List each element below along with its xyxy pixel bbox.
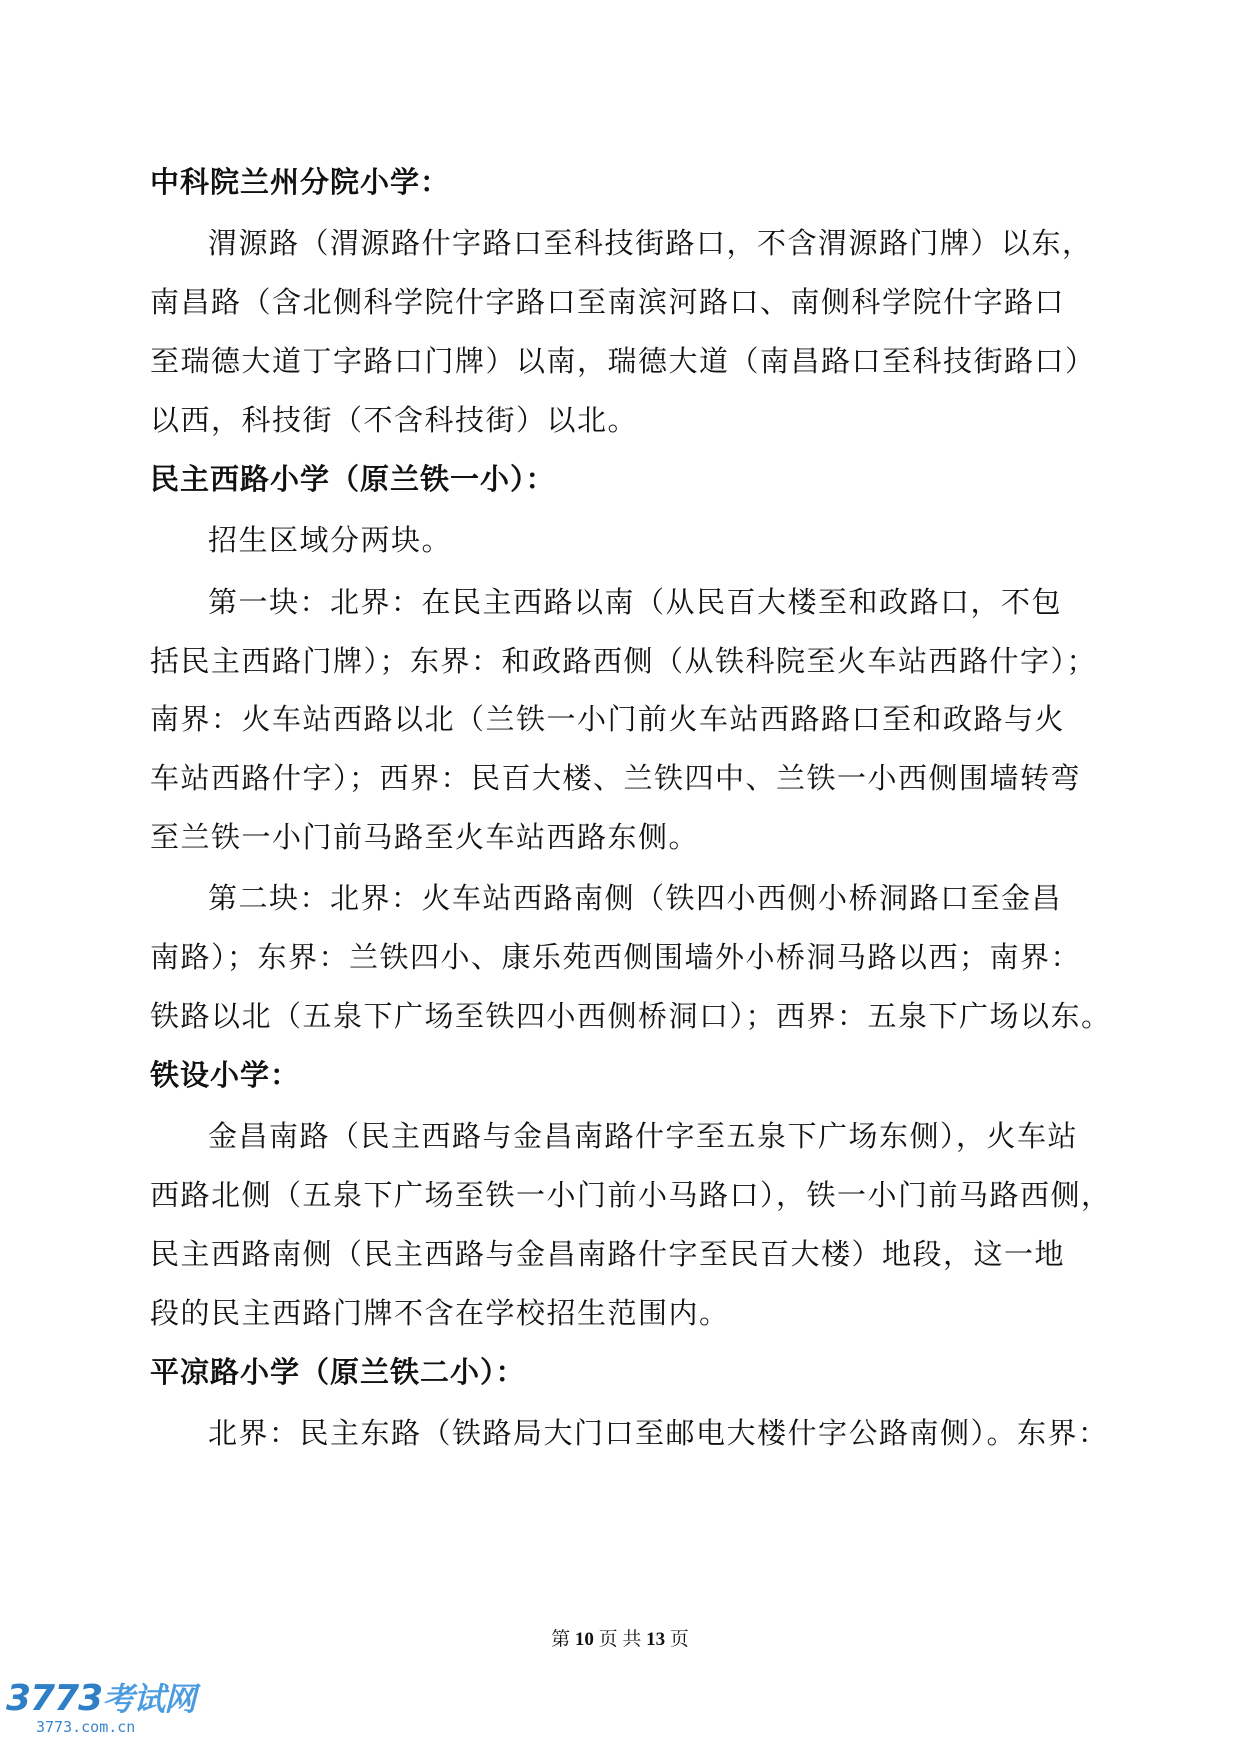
page-number-current: 10	[574, 1629, 594, 1650]
paragraph-line: 车站西路什字）；西界：民百大楼、兰铁四中、兰铁一小西侧围墙转弯	[150, 761, 1082, 795]
paragraph-line: 民主西路南侧（民主西路与金昌南路什字至民百大楼）地段，这一地	[150, 1237, 1066, 1271]
watermark-digits: 3773	[6, 1678, 103, 1719]
watermark-main	[6, 1678, 196, 1719]
page-number-suffix: 页	[669, 1629, 689, 1650]
paragraph-line: 以西，科技街（不含科技街）以北。	[150, 403, 639, 437]
paragraph-line: 南昌路（含北侧科学院什字路口至南滨河路口、南侧科学院什字路口	[150, 285, 1066, 319]
paragraph-line: 段的民主西路门牌不含在学校招生范围内。	[150, 1296, 730, 1330]
section-heading: 民主西路小学（原兰铁一小）：	[150, 462, 556, 496]
paragraph-line: 第二块：北界：火车站西路南侧（铁四小西侧小桥洞路口至金昌	[208, 881, 1063, 915]
page-number-middle: 页 共	[598, 1629, 642, 1650]
paragraph-line: 第一块：北界：在民主西路以南（从民百大楼至和政路口，不包	[208, 585, 1063, 619]
paragraph-line: 至兰铁一小门前马路至火车站西路东侧。	[150, 820, 700, 854]
page-number-prefix: 第	[551, 1629, 571, 1650]
paragraph-line: 金昌南路（民主西路与金昌南路什字至五泉下广场东侧），火车站	[208, 1119, 1079, 1153]
paragraph-line: 招生区域分两块。	[208, 523, 453, 557]
watermark-cn: 考试网	[102, 1680, 196, 1718]
section-heading: 铁设小学：	[150, 1058, 301, 1092]
paragraph-line: 括民主西路门牌）；东界：和政路西侧（从铁科院至火车站西路什字）；	[150, 644, 1098, 678]
page-number-total: 13	[646, 1629, 666, 1650]
section-heading: 中科院兰州分院小学：	[150, 165, 451, 199]
site-watermark-logo	[6, 1678, 196, 1742]
paragraph-line: 南界：火车站西路以北（兰铁一小门前火车站西路路口至和政路与火	[150, 702, 1066, 736]
paragraph-line: 渭源路（渭源路什字路口至科技街路口，不含渭源路门牌）以东，	[208, 226, 1093, 260]
paragraph-line: 北界：民主东路（铁路局大门口至邮电大楼什字公路南侧）。东界：	[208, 1416, 1109, 1450]
paragraph-line: 西路北侧（五泉下广场至铁一小门前小马路口），铁一小门前马路西侧，	[150, 1178, 1112, 1212]
watermark-url: 3773.com.cn	[36, 1718, 136, 1736]
paragraph-line: 至瑞德大道丁字路口门牌）以南，瑞德大道（南昌路口至科技街路口）	[150, 344, 1096, 378]
paragraph-line: 铁路以北（五泉下广场至铁四小西侧桥洞口）；西界：五泉下广场以东。	[150, 999, 1112, 1033]
page-number	[0, 1628, 1240, 1652]
paragraph-line: 南路）；东界：兰铁四小、康乐苑西侧围墙外小桥洞马路以西；南界：	[150, 940, 1082, 974]
section-heading: 平凉路小学（原兰铁二小）：	[150, 1355, 526, 1389]
